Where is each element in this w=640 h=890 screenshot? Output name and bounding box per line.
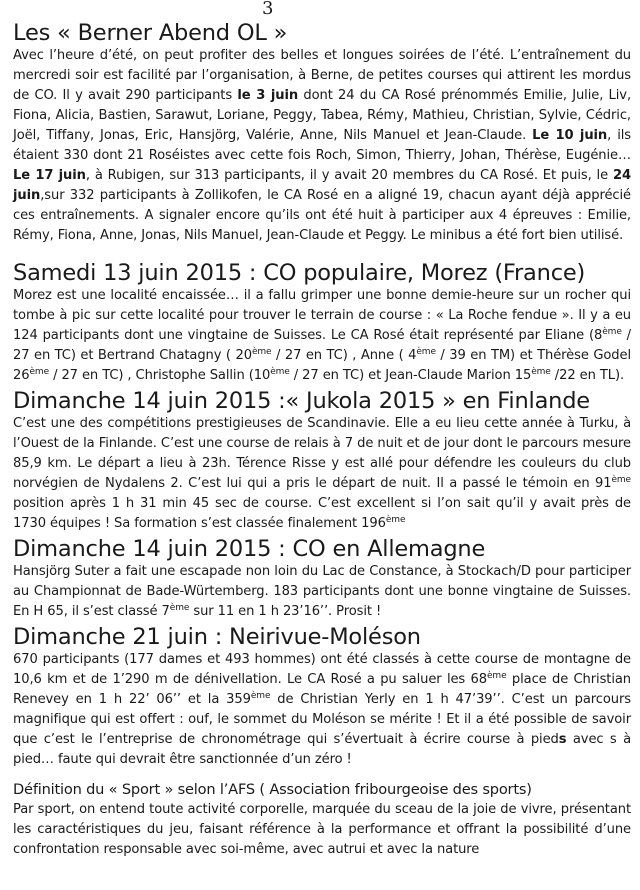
text-run: Avec l’heure d’été, on peut profiter des belles et longues soirées de l’été. L’entraînement du mercredi soir est facilité par l’organisation, à Berne, de petites courses qui attirent les mordus de CO. Il y avait 290 participants [13,48,631,103]
section-title: Dimanche 21 juin : Neirivue-Moléson [13,624,421,650]
text-run: / 27 en TC) et Bertrand Chatagny ( 20 [13,328,631,363]
section-paragraph [13,414,631,534]
text-run: avec s à pied… faute qui devrait être sanctionnée d’un zéro ! [13,732,631,767]
superscript-text: ème [29,367,50,377]
section-title: Les « Berner Abend OL » [13,20,288,46]
section-paragraph [13,562,631,622]
text-run: place de Christian Renevey en 1 h 22’ 06’’ et la 359 [13,672,631,707]
section-paragraph [13,650,631,770]
text-run: , ils étaient 330 dont 21 Roséistes avec cette fois Roch, Simon, Thierry, Johan, Thérèse, Eugénie… [13,128,631,163]
section-title: Définition du « Sport » selon l’AFS ( Association fribourgeoise des sports) [13,781,532,798]
text-run: dont 24 du CA Rosé prénommés Emilie, Julie, Liv, Fiona, Alicia, Bastien, Sarawut, Loriane, Peggy, Tabea, Rémy, Mathieu, Christian, Sylvie, Cédric, Joël, Tiffany, Jonas, Eric, Hansjörg, Valérie, Anne, Nils Manuel et Jean-Claude. [13,88,632,143]
superscript-text: ème [169,603,190,613]
section-title: Samedi 13 juin 2015 : CO populaire, Morez (France) [13,260,586,286]
bold-text: 24 juin [13,168,631,203]
section-title: Dimanche 14 juin 2015 :« Jukola 2015 » en Finlande [13,388,590,414]
text-run: Hansjörg Suter a fait une escapade non loin du Lac de Constance, à Stockach/D pour participer au Championnat de Bade-Würtemberg. 183 participants dont une bonne vingtaine de Suisses. En H 65, il s’est classé 7 [13,564,631,619]
text-run: de Christian Yerly en 1 h 47’39’’. C’est un parcours magnifique qui est offert : ouf, le sommet du Moléson se mérite ! Et il a été possible de savoir que c’est le l’entreprise de chronométrage qui s’évertuait à écrire course à pied [13,692,631,747]
bold-text: Le 17 juin [13,168,86,183]
bold-text: s [558,732,567,747]
bold-text: Le 10 juin [532,128,608,143]
section-paragraph [13,286,631,386]
superscript-text: ème [250,691,271,701]
page-number: 3 [262,0,274,19]
text-run: 670 participants (177 dames et 493 hommes) ont été classés à cette course de montagne de 10,6 km et de 1’290 m de dénivellation. Le CA Rosé a pu saluer les 68 [13,652,631,687]
text-run: / 27 en TC) , Christophe Sallin (10 [49,368,271,383]
section-paragraph [13,800,631,860]
superscript-text: ème [416,347,436,357]
text-run: Morez est une localité encaissée… il a fallu grimper une bonne demie-heure sur un rocher qui tombe à pic sur cette localité pour trouver le terrain de course : « La Roche fendue ». Il y a eu 124 participants dont une vingtaine de Suisses. Le CA Rosé était représenté par Eliane (8 [13,288,631,343]
text-run: / 39 en TM) et Thérèse Godel 26 [13,348,631,383]
text-run: / 27 en TC) et Jean-Claude Marion 15 [289,368,532,383]
document-body [13,20,631,860]
text-run: /22 en TL). [550,368,625,383]
text-run: / 27 en TC) , Anne ( 4 [271,348,417,363]
superscript-text: ème [385,515,406,525]
text-run: ,sur 332 participants à Zollikofen, le CA Rosé en a aligné 19, chacun ayant déjà apprécié ces entraînements. A signaler encore qu’ils ont été huit à participer aux 4 épreuves : Emilie, Rémy, Fiona, Anne, Jonas, Nils Manuel, Jean-Claude et Peggy. Le minibus a été fort bien utilisé. [13,188,631,243]
superscript-text: ème [270,367,290,377]
text-run: C’est une des compétitions prestigieuses de Scandinavie. Elle a eu lieu cette année à Turku, à l’Ouest de la Finlande. C’est une course de relais à 7 de nuit et de jour dont le parcours mesure 85,9 km. Le départ a lieu à 23h. Térence Risse y est allé pour défendre les couleurs du club norvégien de Nydalens 2. C’est lui qui a pris le départ de nuit. Il a passé le témoin en 91 [13,416,631,491]
text-run: , à Rubigen, sur 313 participants, il y avait 20 membres du CA Rosé. Et puis, le [85,168,613,183]
text-run: Par sport, on entend toute activité corporelle, marquée du sceau de la joie de vivre, présentant les caractéristiques du jeu, faisant référence à la performance et offrant la possibilité d’une confrontation responsable avec soi-même, avec autrui et avec la nature [13,802,631,857]
superscript-text: ème [611,475,631,485]
section-title: Dimanche 14 juin 2015 : CO en Allemagne [13,536,486,562]
text-run: sur 11 en 1 h 23’16’’. Prosit ! [189,604,382,619]
superscript-text: ème [251,347,272,357]
superscript-text: ème [602,327,622,337]
superscript-text: ème [486,671,507,681]
superscript-text: ème [531,367,551,377]
text-run: position après 1 h 31 min 45 sec de course. C’est excellent si l’on sait qu’il y avait près de 1730 équipes ! Sa formation s’est classée finalement 196 [13,496,631,531]
section-paragraph [13,46,631,246]
bold-text: le 3 juin [237,88,299,103]
